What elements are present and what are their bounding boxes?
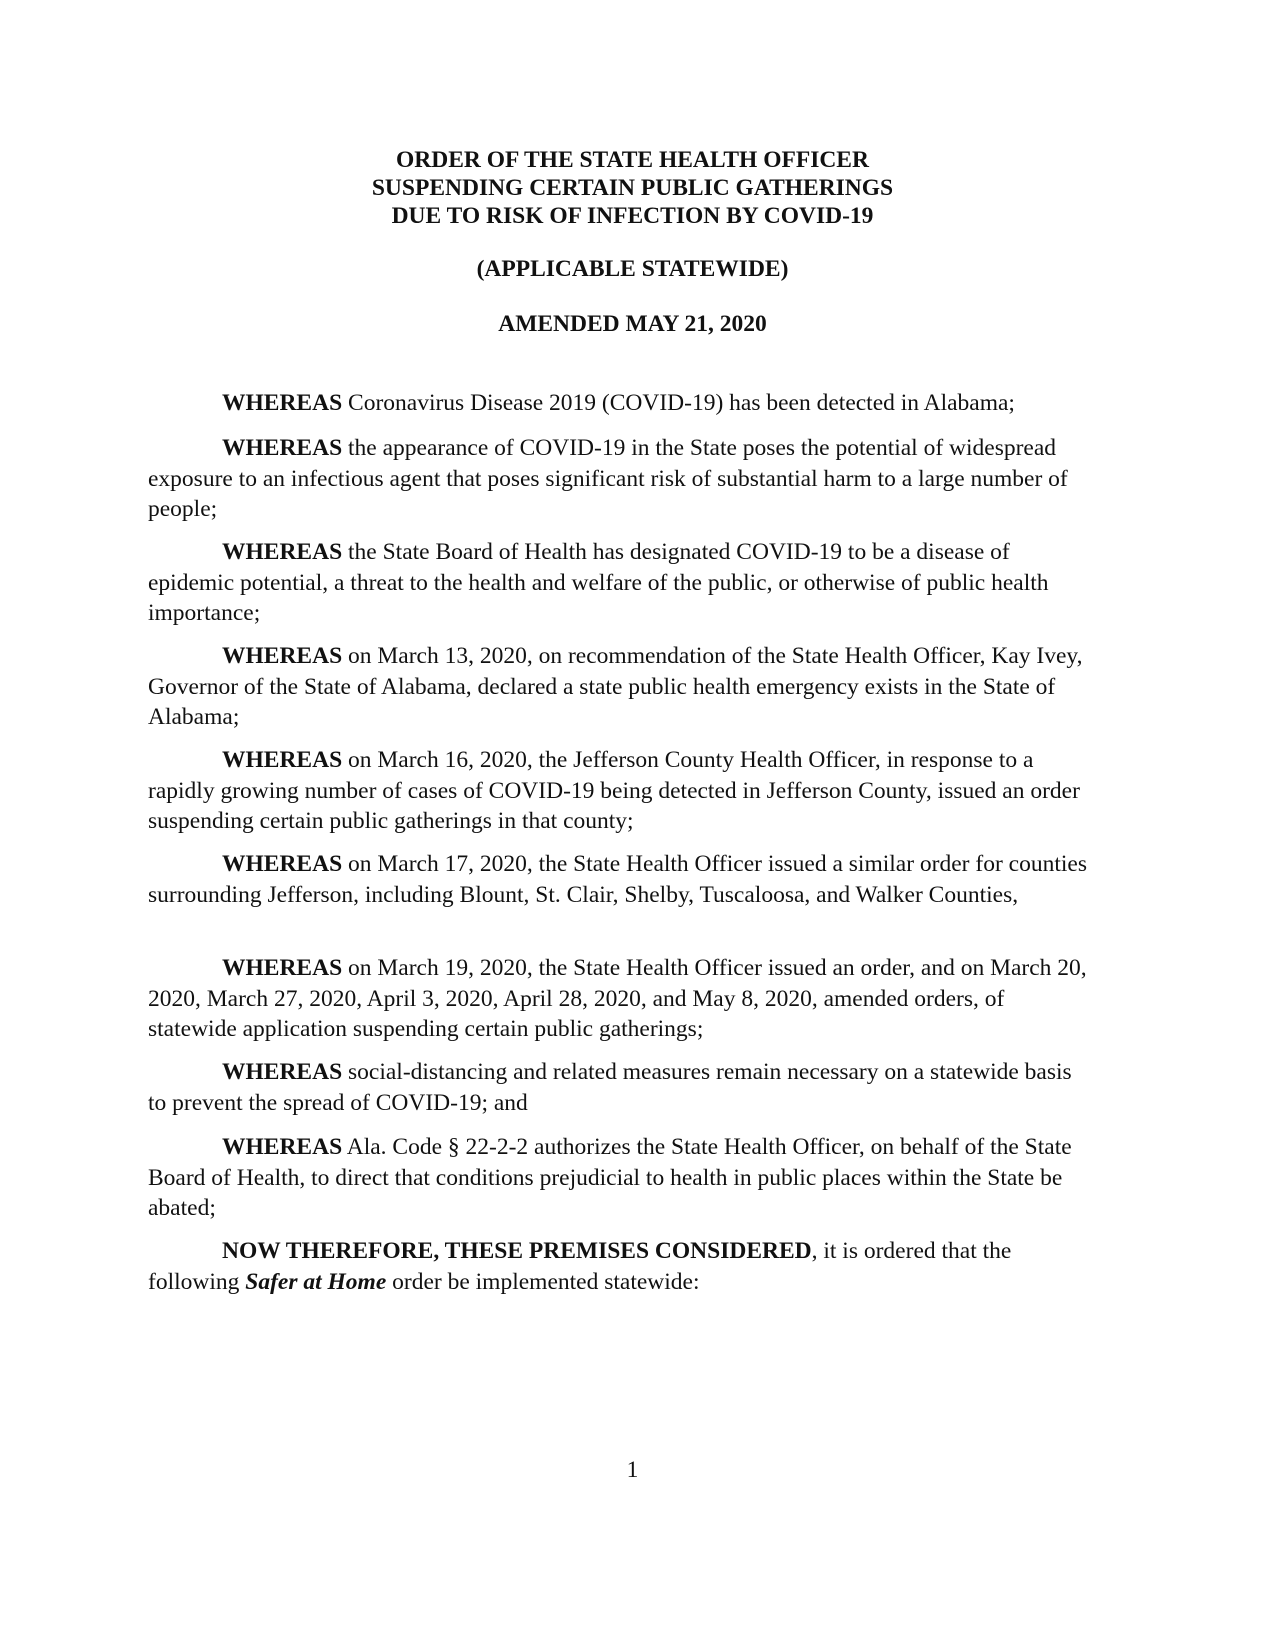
whereas-paragraph-4 [148,641,1093,733]
title-line-2: SUSPENDING CERTAIN PUBLIC GATHERINGS [371,175,894,201]
whereas-lead: WHEREAS [222,1134,343,1160]
whereas-lead: WHEREAS [222,435,343,461]
conclusion-text-before: , it is ordered that the following [148,1238,1012,1295]
whereas-paragraph-9 [148,1132,1093,1224]
whereas-text: on March 13, 2020, on recommendation of the State Health Officer, Kay Ivey, Governor of the State of Alabama, declared a state public health emergency exists in the State of Alabama; [148,643,1083,730]
whereas-lead: WHEREAS [222,747,343,773]
whereas-text: the State Board of Health has designated COVID-19 to be a disease of epidemic potential, a threat to the health and welfare of the public, or otherwise of public health importance; [148,539,1049,626]
amended-date-heading: AMENDED MAY 21, 2020 [498,311,767,337]
whereas-text: the appearance of COVID-19 in the State poses the potential of widespread exposure to an infectious agent that poses significant risk of substantial harm to a large number of people; [148,435,1068,522]
title-line-3: DUE TO RISK OF INFECTION BY COVID-19 [391,203,874,229]
whereas-lead: WHEREAS [222,539,343,565]
whereas-text: on March 19, 2020, the State Health Officer issued an order, and on March 20, 2020, March 27, 2020, April 3, 2020, April 28, 2020, and May 8, 2020, amended orders, of statewide application suspending certain public gatherings; [148,955,1087,1042]
whereas-paragraph-1 [148,388,1093,419]
whereas-text: on March 16, 2020, the Jefferson County Health Officer, in response to a rapidly growing number of cases of COVID-19 being detected in Jefferson County, issued an order suspending certain public gatherings in that county; [148,747,1080,834]
whereas-paragraph-5 [148,745,1093,837]
whereas-text: social-distancing and related measures remain necessary on a statewide basis to prevent the spread of COVID-19; and [148,1059,1072,1116]
whereas-text: Ala. Code § 22-2-2 authorizes the State Health Officer, on behalf of the State Board of Health, to direct that conditions prejudicial to health in public places within the State be abated; [148,1134,1072,1221]
whereas-lead: WHEREAS [222,390,343,416]
whereas-lead: WHEREAS [222,851,343,877]
conclusion-text-after: order be implemented statewide: [386,1268,700,1295]
whereas-paragraph-8 [148,1057,1093,1118]
whereas-lead: WHEREAS [222,1059,343,1085]
whereas-paragraph-7 [148,953,1093,1045]
now-therefore-paragraph [148,1236,1093,1297]
title-line-1: ORDER OF THE STATE HEALTH OFFICER [396,147,869,173]
page-number: 1 [626,1457,639,1483]
whereas-text: Coronavirus Disease 2019 (COVID-19) has been detected in Alabama; [342,390,1015,416]
whereas-paragraph-3 [148,537,1093,629]
now-therefore-lead: NOW THEREFORE, THESE PREMISES CONSIDERED [222,1238,812,1264]
whereas-text: on March 17, 2020, the State Health Officer issued a similar order for counties surrounding Jefferson, including Blount, St. Clair, Shelby, Tuscaloosa, and Walker Counties, [148,851,1087,908]
applicability-heading: (APPLICABLE STATEWIDE) [476,256,789,282]
whereas-lead: WHEREAS [222,643,343,669]
whereas-paragraph-6 [148,849,1093,910]
order-title [0,146,1265,230]
whereas-lead: WHEREAS [222,955,343,981]
whereas-paragraph-2 [148,433,1093,525]
safer-at-home-emphasis: Safer at Home [245,1268,387,1295]
